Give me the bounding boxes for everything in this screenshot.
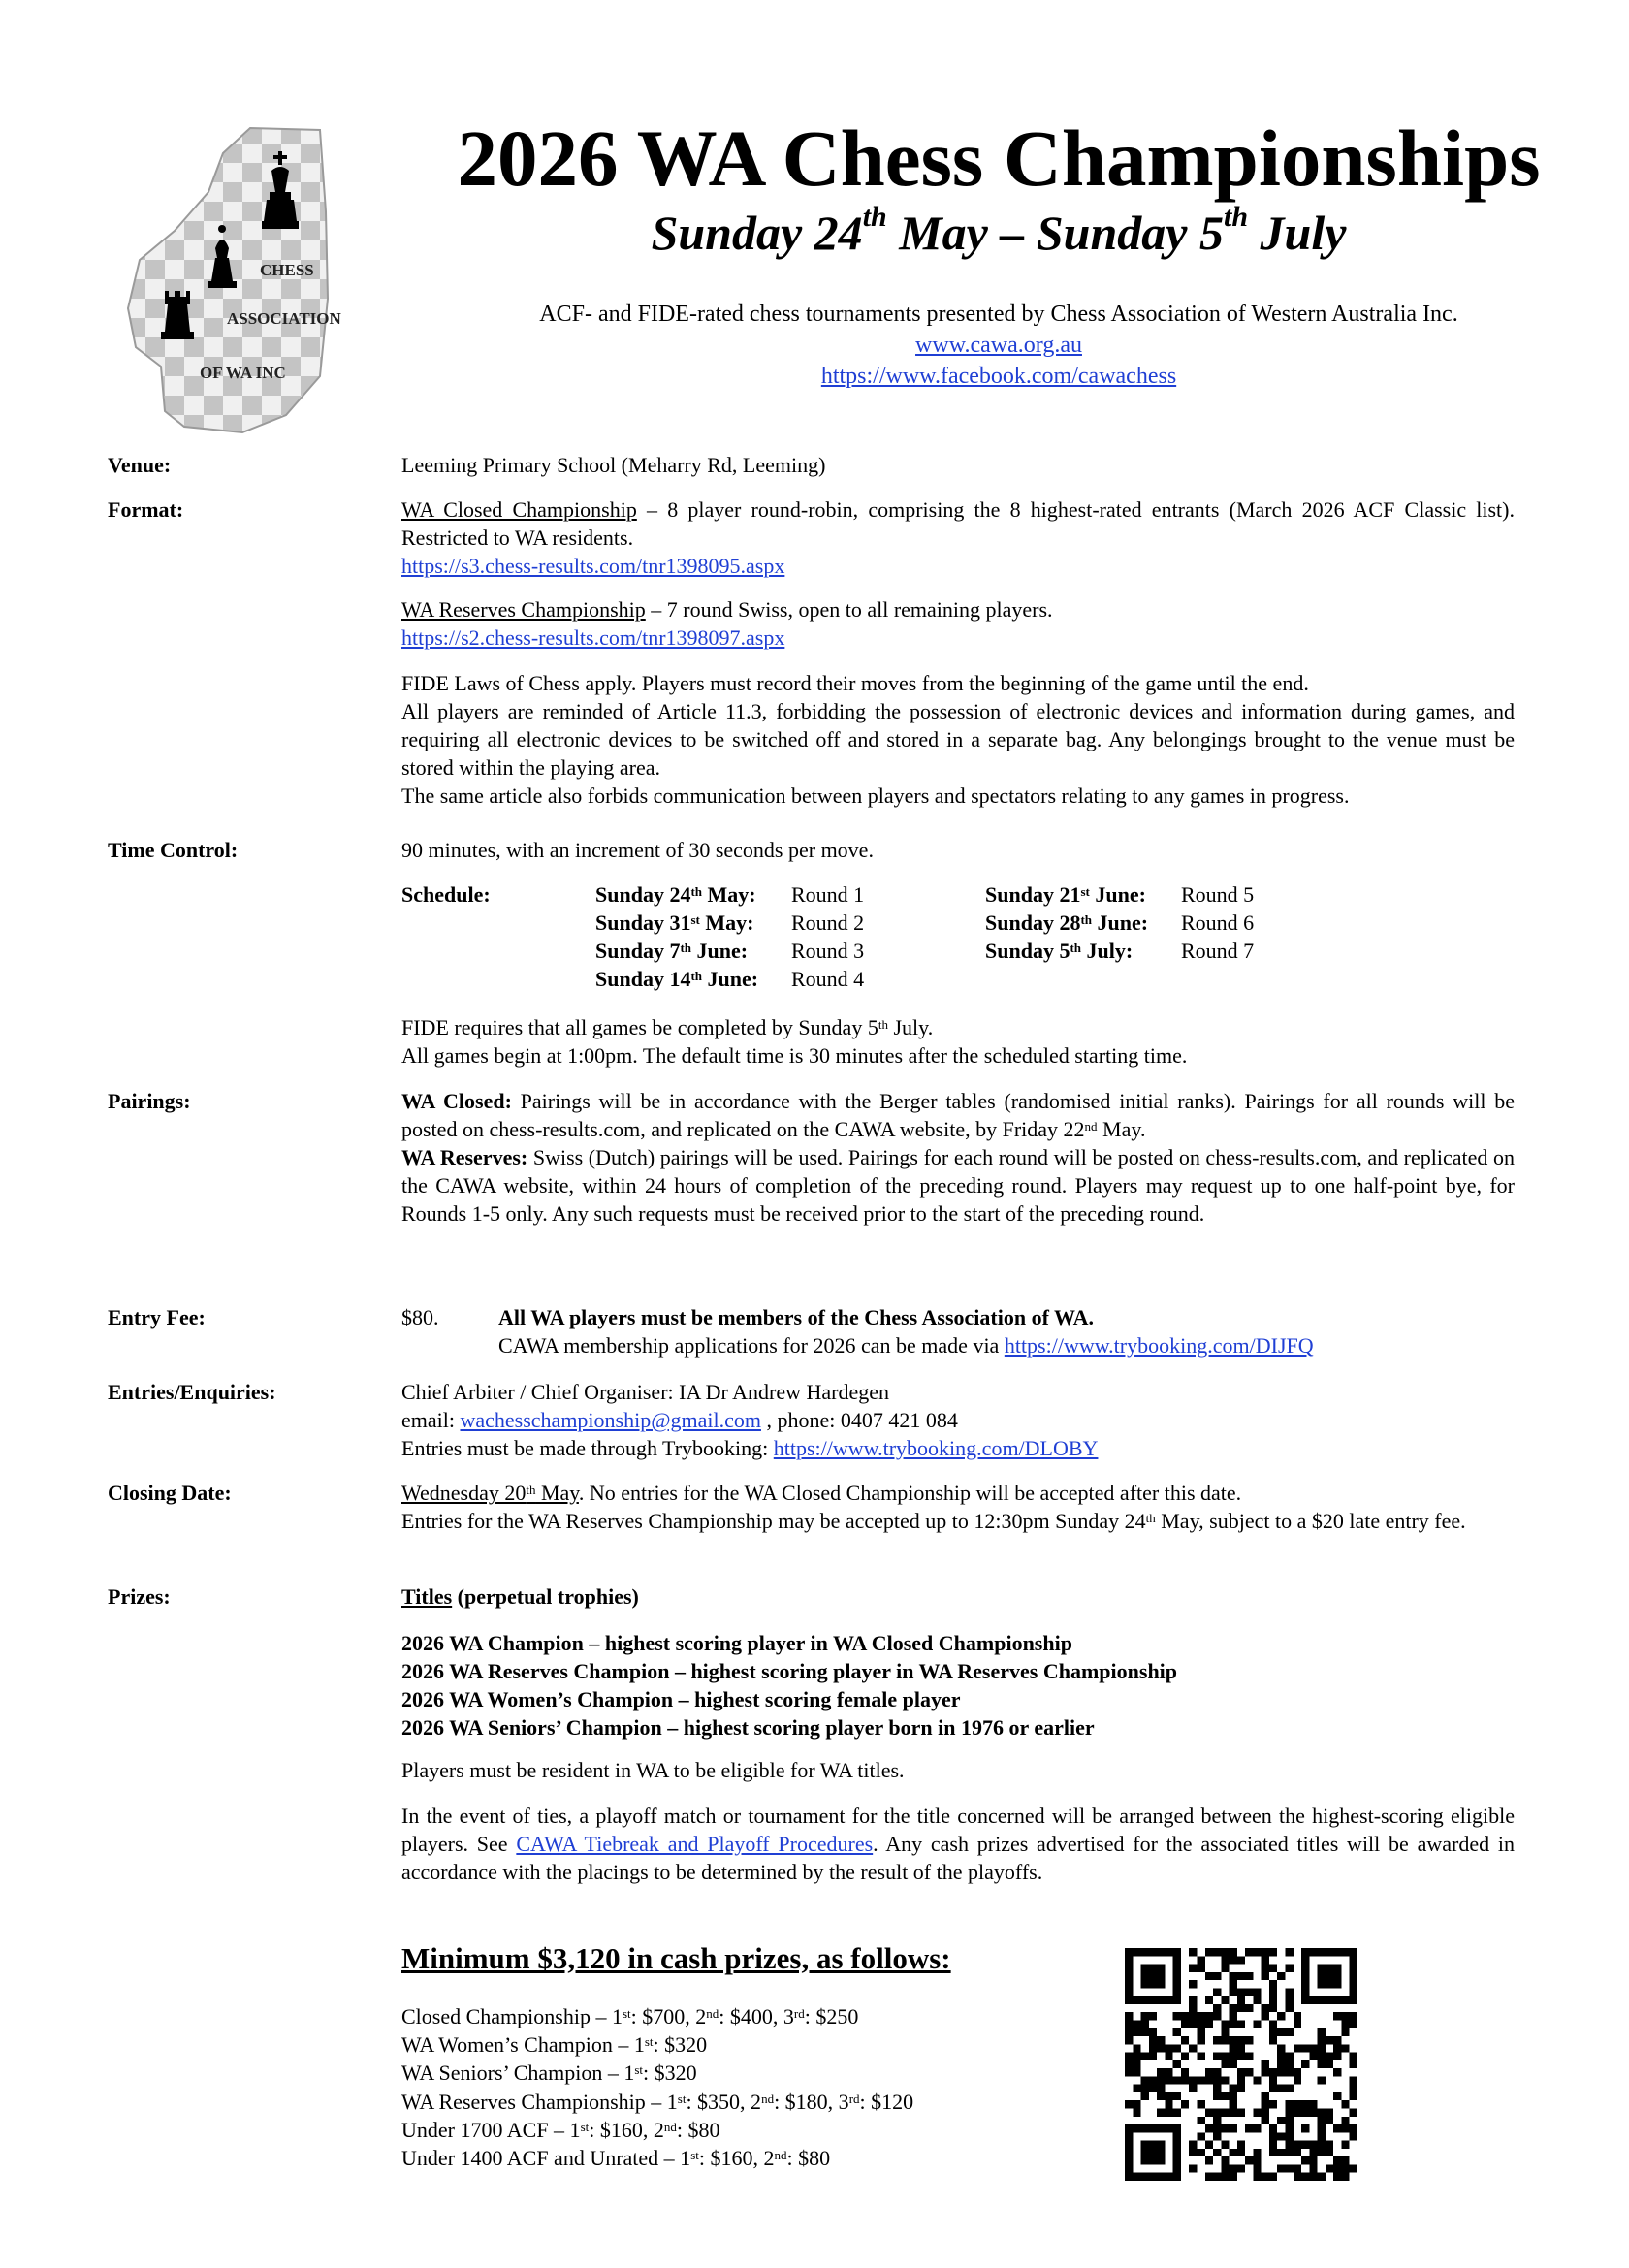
format-reserves: WA Reserves Championship – 7 round Swiss, open to all remaining players. https://s2.chess-results.com/tnr1398097.aspx: [401, 597, 1053, 650]
titles-heading: Titles (perpetual trophies): [401, 1584, 639, 1609]
membership-info: CAWA membership applications for 2026 can be made via https://www.trybooking.com/DIJFQ: [498, 1333, 1314, 1358]
entry-fee-label: Entry Fee:: [108, 1305, 206, 1329]
page-title: 2026 WA Chess Championships: [457, 113, 1541, 203]
titles-list: [401, 1629, 1515, 1741]
schedule-row: Sunday 21st June: Round 5: [985, 882, 1255, 907]
rules-article-11-3: All players are reminded of Article 11.3, forbidding the possession of electronic devices and information during games, and requiring all electronic devices to be switched off and stored in a separate bag. Any belongings brought to the venue must be stored within the playing area.: [401, 699, 1515, 780]
time-control-text: 90 minutes, with an increment of 30 seconds per move.: [401, 838, 874, 862]
reserves-results-link[interactable]: https://s2.chess-results.com/tnr1398097.aspx: [401, 625, 785, 650]
cash-prize-closed: Closed Championship – 1st: $700, 2nd: $400, 3rd: $250: [401, 2004, 859, 2028]
schedule-row: Sunday 14th June: Round 4: [595, 967, 865, 991]
reserves-championship-name: WA Reserves Championship: [401, 597, 646, 622]
header-description: ACF- and FIDE-rated chess tournaments presented by Chess Association of Western Australia Inc.: [539, 302, 1458, 327]
schedule-row: Sunday 7th June: Round 3: [595, 939, 865, 963]
tiebreak-procedures-link[interactable]: CAWA Tiebreak and Playoff Procedures: [516, 1832, 874, 1856]
venue-text: Leeming Primary School (Meharry Rd, Leeming): [401, 453, 826, 477]
schedule-label: Schedule:: [401, 882, 491, 907]
closing-date-label: Closing Date:: [108, 1481, 232, 1505]
enquiries: [401, 1378, 1515, 1462]
trybooking-entries-link[interactable]: https://www.trybooking.com/DLOBY: [773, 1436, 1099, 1460]
pairings-closed: WA Closed: Pairings will be in accordance with the Berger tables (randomised initial ranks). Pairings for all rounds will be posted on chess-results.com, and replicated on the CAWA website, by Friday 22nd May.: [401, 1089, 1515, 1141]
residency-note: Players must be resident in WA to be eligible for WA titles.: [401, 1758, 905, 1782]
membership-requirement: All WA players must be members of the Chess Association of WA.: [498, 1305, 1094, 1329]
closing-date: Wednesday 20th May. No entries for the WA Closed Championship will be accepted after this date. Entries for the WA Reserves Championship may be accepted up to 12:30pm Sunday 24th May, subject to a $20 late entry fee.: [401, 1481, 1466, 1533]
enquiries-label: Entries/Enquiries:: [108, 1380, 276, 1404]
cash-prizes-heading: Minimum $3,120 in cash prizes, as follows:: [401, 1941, 951, 1975]
start-time-note: All games begin at 1:00pm. The default time is 30 minutes after the scheduled starting time.: [401, 1043, 1188, 1068]
cawa-logo: [126, 124, 341, 434]
pairings-label: Pairings:: [108, 1089, 191, 1113]
time-control-notes: [401, 1013, 1515, 1070]
schedule-row: Sunday 28th June: Round 6: [985, 910, 1255, 935]
cash-prizes-list: [401, 2002, 913, 2172]
closing-date-value: Wednesday 20th May: [401, 1481, 579, 1505]
closed-results-link[interactable]: https://s3.chess-results.com/tnr1398095.aspx: [401, 554, 785, 578]
schedule-column-2: [985, 880, 1254, 965]
logo-text-wa-inc: OF WA INC: [200, 364, 286, 382]
entries-line: Entries must be made through Trybooking: https://www.trybooking.com/DLOBY: [401, 1436, 1099, 1460]
ties-note: In the event of ties, a playoff match or tournament for the title concerned will be arranged between the highest-scoring eligible players. See CAWA Tiebreak and Playoff Procedures. Any cash prizes advertised for the associated titles will be awarded in accordance with the placings to be determined by the result of the playoffs.: [401, 1804, 1515, 1884]
time-control-label: Time Control:: [108, 838, 239, 862]
cash-prize-reserves: WA Reserves Championship – 1st: $350, 2nd: $180, 3rd: $120: [401, 2089, 914, 2114]
format-label: Format:: [108, 497, 184, 522]
pairings-text: [401, 1087, 1515, 1228]
schedule-row: Sunday 24th May: Round 1: [595, 882, 865, 907]
title-item: 2026 WA Seniors’ Champion – highest scoring player born in 1976 or earlier: [401, 1715, 1095, 1740]
page-subtitle: Sunday 24th May – Sunday 5th July: [651, 201, 1347, 260]
schedule-row: Sunday 5th July: Round 7: [985, 939, 1255, 963]
entry-fee-amount: $80.: [401, 1305, 439, 1329]
cash-prize-u1700: Under 1700 ACF – 1st: $160, 2nd: $80: [401, 2117, 720, 2142]
rules-fide-laws: FIDE Laws of Chess apply. Players must record their moves from the beginning of the game until the end.: [401, 671, 1309, 695]
logo-text-chess: CHESS: [260, 261, 314, 279]
fide-completion-note: FIDE requires that all games be completed by Sunday 5th July.: [401, 1015, 934, 1039]
pairings-reserves: WA Reserves: Swiss (Dutch) pairings will be used. Pairings for each round will be posted on chess-results.com, and replicated on the CAWA website, within 24 hours of completion of the preceding round. Players may request up to one half-point bye, for Rounds 1-5 only. Any such requests must be received prior to the start of the preceding round.: [401, 1145, 1515, 1226]
title-item: 2026 WA Champion – highest scoring player in WA Closed Championship: [401, 1631, 1072, 1655]
title-item: 2026 WA Women’s Champion – highest scoring female player: [401, 1687, 961, 1711]
email-link[interactable]: wachesschampionship@gmail.com: [460, 1408, 761, 1432]
contact-line: email: wachesschampionship@gmail.com , phone: 0407 421 084: [401, 1408, 958, 1432]
logo-text-association: ASSOCIATION: [227, 309, 341, 328]
schedule-row: Sunday 31st May: Round 2: [595, 910, 865, 935]
chief-arbiter: Chief Arbiter / Chief Organiser: IA Dr Andrew Hardegen: [401, 1380, 890, 1404]
title-item: 2026 WA Reserves Champion – highest scoring player in WA Reserves Championship: [401, 1659, 1178, 1683]
website-link[interactable]: www.cawa.org.au: [915, 333, 1082, 358]
closed-championship-name: WA Closed Championship: [401, 497, 637, 522]
entry-fee: [401, 1303, 1515, 1361]
rules-communication: The same article also forbids communication between players and spectators relating to any games in progress.: [401, 783, 1350, 808]
cash-prize-u1400: Under 1400 ACF and Unrated – 1st: $160, 2nd: $80: [401, 2146, 831, 2171]
cash-prize-seniors: WA Seniors’ Champion – 1st: $320: [401, 2060, 697, 2086]
membership-link[interactable]: https://www.trybooking.com/DIJFQ: [1004, 1333, 1314, 1358]
format-rules: [401, 669, 1515, 810]
qr-code[interactable]: [1125, 1947, 1358, 2182]
venue-label: Venue:: [108, 453, 172, 477]
facebook-link[interactable]: https://www.facebook.com/cawachess: [820, 364, 1177, 389]
prizes-label: Prizes:: [108, 1584, 171, 1609]
schedule-column-1: [595, 880, 864, 993]
format-closed: WA Closed Championship – 8 player round-robin, comprising the 8 highest-rated entrants (March 2026 ACF Classic list). Restricted to WA residents. https://s3.chess-results.com/tnr1398095.aspx: [401, 497, 1515, 578]
cash-prize-women: WA Women’s Champion – 1st: $320: [401, 2032, 708, 2058]
